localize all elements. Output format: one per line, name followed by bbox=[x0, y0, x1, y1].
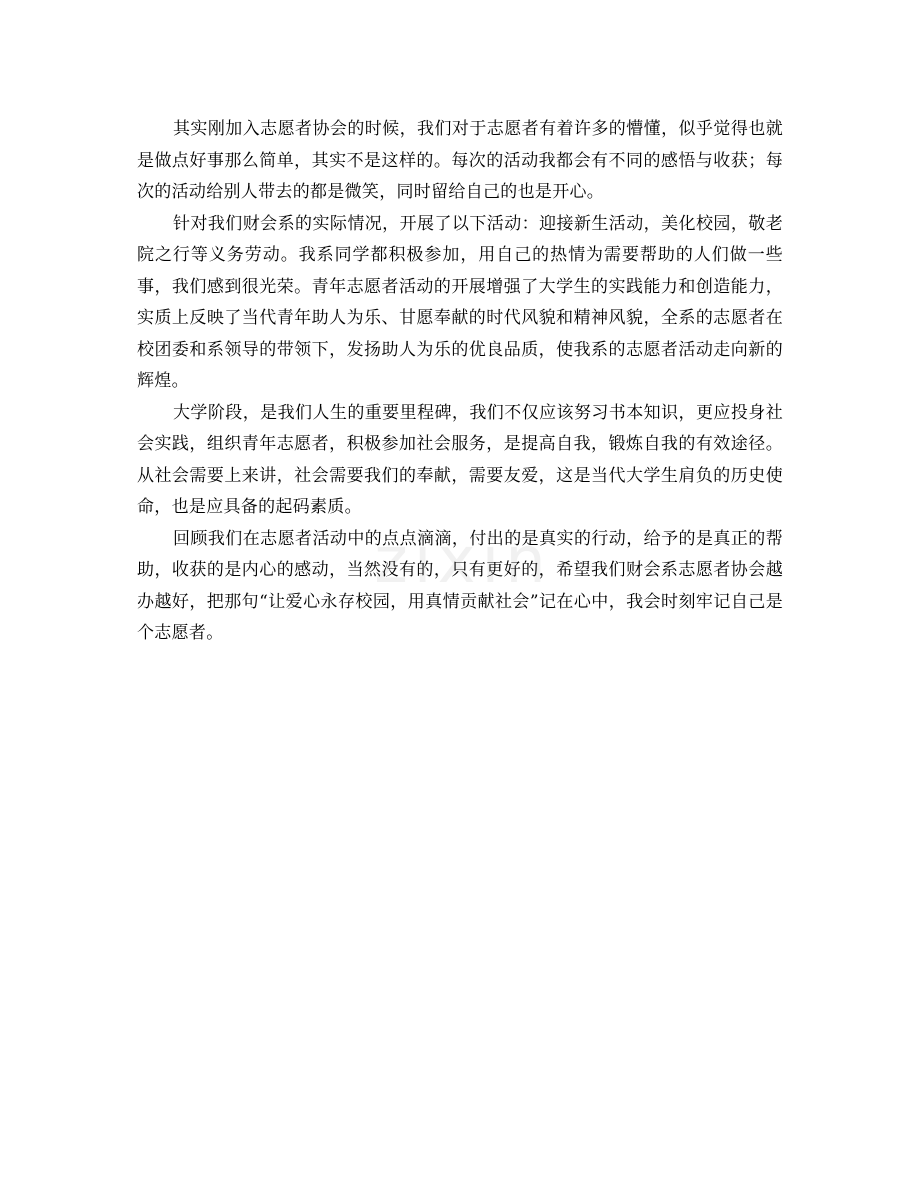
watermark: zixin bbox=[374, 524, 552, 598]
paragraph-4: 回顾我们在志愿者活动中的点点滴滴，付出的是真实的行动，给予的是真正的帮助，收获的是内心的感动，当然没有的，只有更好的，希望我们财会系志愿者协会越办越好，把那句“让爱心永存校园，用真情贡献社会”记在心中，我会时刻牢记自己是个志愿者。 bbox=[137, 528, 783, 643]
document-body bbox=[137, 114, 783, 650]
paragraph-1: 其实刚加入志愿者协会的时候，我们对于志愿者有着许多的懵懂，似乎觉得也就是做点好事那么简单，其实不是这样的。每次的活动我都会有不同的感悟与收获；每次的活动给别人带去的都是微笑，同时留给自己的也是开心。 bbox=[137, 119, 783, 202]
paragraph-2: 针对我们财会系的实际情况，开展了以下活动：迎接新生活动，美化校园，敬老院之行等义务劳动。我系同学都积极参加，用自己的热情为需要帮助的人们做一些事，我们感到很光荣。青年志愿者活动的开展增强了大学生的实践能力和创造能力，实质上反映了当代青年助人为乐、甘愿奉献的时代风貌和精神风貌，全系的志愿者在校团委和系领导的带领下，发扬助人为乐的优良品质，使我系的志愿者活动走向新的辉煌。 bbox=[137, 213, 783, 391]
paragraph-3: 大学阶段，是我们人生的重要里程碑，我们不仅应该努习书本知识，更应投身社会实践，组织青年志愿者，积极参加社会服务，是提高自我，锻炼自我的有效途径。从社会需要上来讲，社会需要我们的奉献，需要友爱，这是当代大学生肩负的历史使命，也是应具备的起码素质。 bbox=[137, 402, 783, 517]
